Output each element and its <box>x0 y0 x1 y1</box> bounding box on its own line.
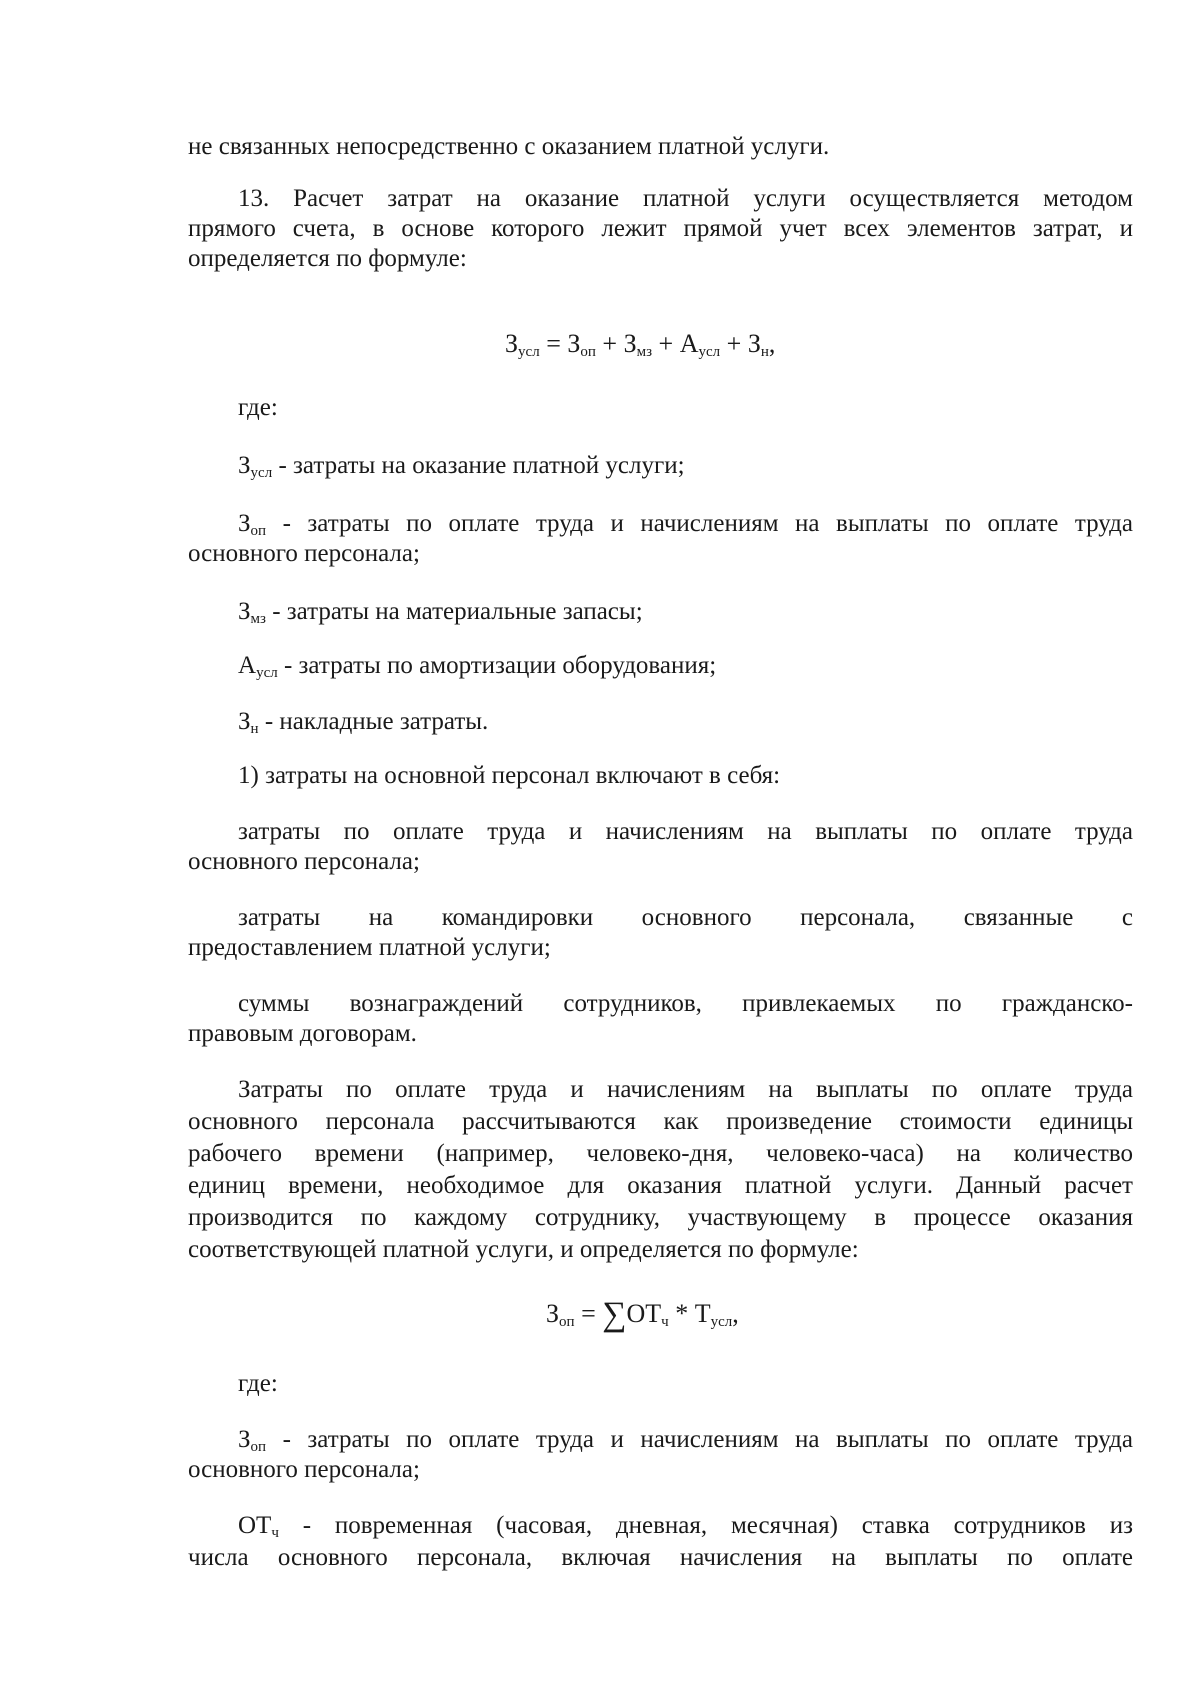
text-line: правовым договорам. <box>188 1020 417 1047</box>
text-line: основного персонала рассчитываются как произведение стоимости единицы <box>188 1108 1133 1135</box>
definition-z-usl: $З_{усл}$ - затраты на оказание платной услуги; <box>238 452 685 481</box>
list-item-1: 1) затраты на основной персонал включают в себя: <box>238 762 781 789</box>
formula-total-cost: $З_{усл} = З_{оп} + З_{мз} + А_{усл} + З_н$, <box>505 329 776 360</box>
definition-ot-ch: $ОТ_ч$ - повременная (часовая, дневная, месячная) ставка сотрудников из <box>238 1512 1133 1541</box>
definition-a-usl: $А_{усл}$ - затраты по амортизации оборудования; <box>238 652 717 681</box>
text-line: основного персонала; <box>188 848 420 875</box>
text-line: суммы вознаграждений сотрудников, привлекаемых по гражданско- <box>238 990 1133 1017</box>
definition-z-op: $З_{оп}$ - затраты по оплате труда и начислениям на выплаты по оплате труда <box>238 1426 1133 1455</box>
text-line: единиц времени, необходимое для оказания платной услуги. Данный расчет <box>188 1172 1133 1199</box>
text-line: определяется по формуле: <box>188 245 467 272</box>
text-line: затраты на командировки основного персонала, связанные с <box>238 904 1133 931</box>
text-line: прямого счета, в основе которого лежит прямой учет всех элементов затрат, и <box>188 215 1133 242</box>
definition-z-n: $З_н$ - накладные затраты. <box>238 708 489 737</box>
sum-icon: ∑ <box>602 1296 627 1333</box>
text-line: Затраты по оплате труда и начислениям на выплаты по оплате труда <box>238 1076 1133 1103</box>
where-label: где: <box>238 1370 278 1397</box>
definition-z-mz: $З_{мз}$ - затраты на материальные запасы; <box>238 598 643 627</box>
paragraph-13-line: 13. Расчет затрат на оказание платной услуги осуществляется методом <box>238 185 1133 212</box>
text-line: производится по каждому сотруднику, участвующему в процессе оказания <box>188 1204 1133 1231</box>
definition-z-op: $З_{оп}$ - затраты по оплате труда и начислениям на выплаты по оплате труда <box>238 510 1133 539</box>
where-label: где: <box>238 394 278 421</box>
formula-staff-cost: $З_{оп} = \sum ОТ_ч * Т_{усл}$, <box>546 1296 739 1333</box>
text-line: соответствующей платной услуги, и определяется по формуле: <box>188 1236 859 1263</box>
text-line: рабочего времени (например, человеко-дня, человеко-часа) на количество <box>188 1140 1133 1167</box>
text-line: не связанных непосредственно с оказанием платной услуги. <box>188 133 830 160</box>
text-line: числа основного персонала, включая начисления на выплаты по оплате <box>188 1544 1133 1571</box>
text-line: основного персонала; <box>188 1456 420 1483</box>
text-line: предоставлением платной услуги; <box>188 934 551 961</box>
text-line: затраты по оплате труда и начислениям на выплаты по оплате труда <box>238 818 1133 845</box>
text-line: основного персонала; <box>188 540 420 567</box>
